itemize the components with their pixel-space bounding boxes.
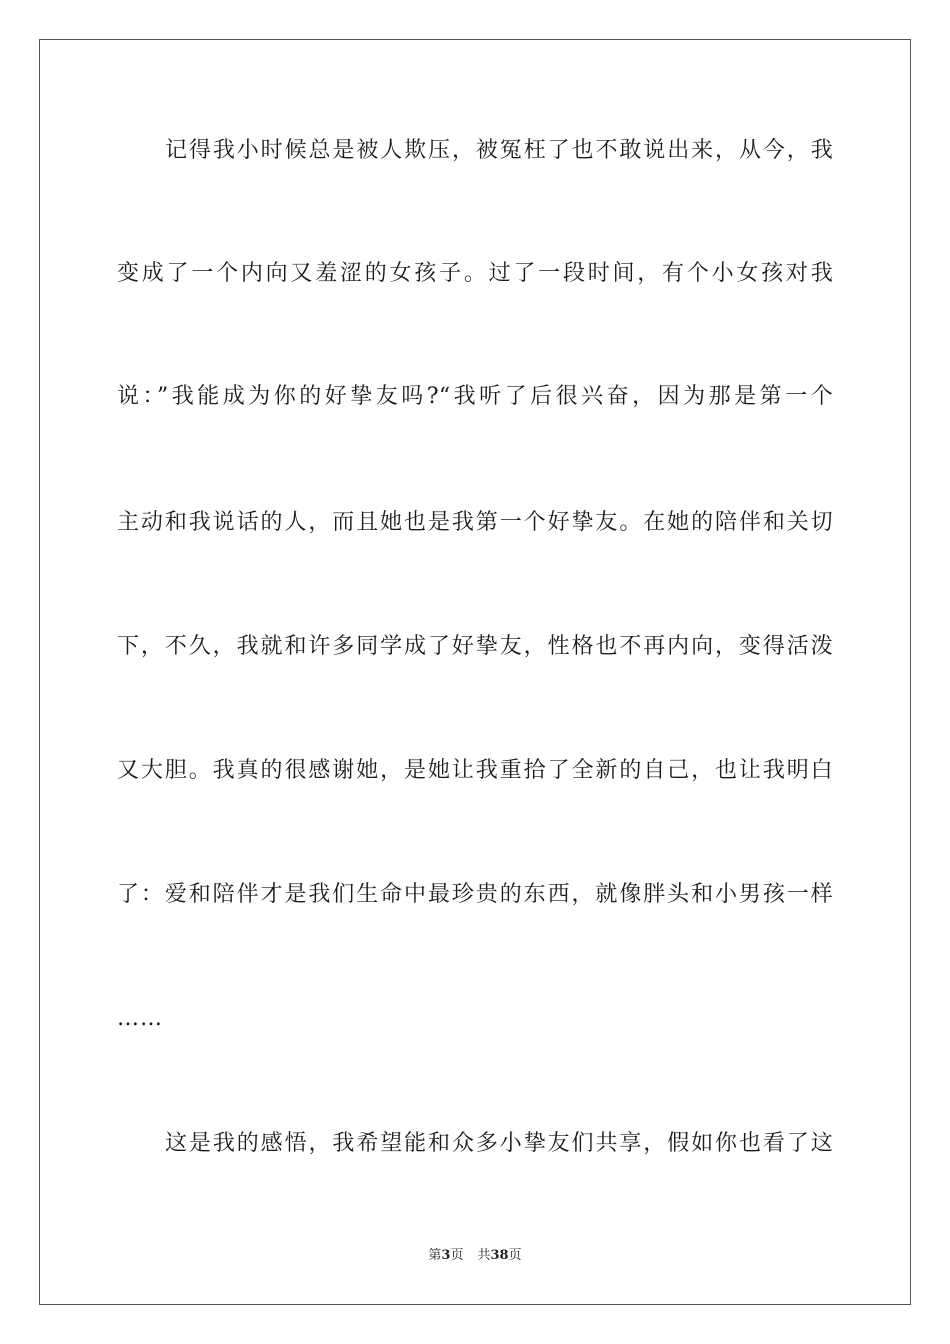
paragraph-line-1: 记得我小时候总是被人欺压，被冤枉了也不敢说出来，从今，我 (165, 138, 833, 163)
paragraph-ellipsis: …… (117, 1006, 163, 1031)
paragraph-line-5: 下，不久，我就和许多同学成了好挚友，性格也不再内向，变得活泼 (117, 634, 833, 659)
page-unit: 页 (450, 1248, 464, 1263)
total-unit: 页 (508, 1248, 522, 1263)
paragraph-line-7: 了：爱和陪伴才是我们生命中最珍贵的东西，就像胖头和小男孩一样 (117, 882, 833, 907)
page-border (39, 39, 911, 1305)
paragraph-line-4: 主动和我说话的人，而且她也是我第一个好挚友。在她的陪伴和关切 (117, 510, 833, 535)
total-prefix: 共 (477, 1248, 491, 1263)
paragraph-line-2: 变成了一个内向又羞涩的女孩子。过了一段时间，有个小女孩对我 (117, 261, 833, 286)
page-footer (0, 1247, 950, 1265)
paragraph-line-9: 这是我的感悟，我希望能和众多小挚友们共享，假如你也看了这 (165, 1131, 833, 1156)
paragraph-line-3: 说：”我能成为你的好挚友吗?“我听了后很兴奋，因为那是第一个 (117, 384, 833, 409)
paragraph-line-6: 又大胆。我真的很感谢她，是她让我重拾了全新的自己，也让我明白 (117, 758, 833, 783)
current-page-number: 3 (441, 1248, 451, 1263)
page-prefix: 第 (428, 1248, 442, 1263)
total-page-number: 38 (490, 1248, 509, 1263)
